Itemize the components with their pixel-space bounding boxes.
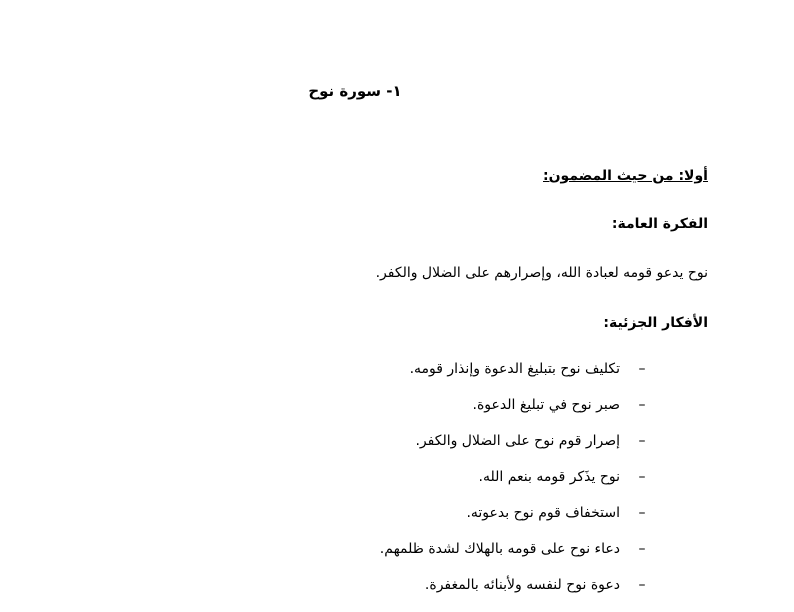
list-item	[288, 468, 708, 504]
dash-bullet: –	[638, 505, 646, 521]
dash-bullet: –	[638, 469, 646, 485]
list-item-text: صبر نوح في تبليغ الدعوة.	[472, 397, 620, 413]
list-item-text: إصرار قوم نوح على الضلال والكفر.	[415, 433, 620, 449]
general-idea-text: نوح يدعو قومه لعبادة الله، وإصرارهم على الضلال والكفر.	[375, 265, 708, 281]
list-item	[288, 360, 708, 396]
dash-bullet: –	[638, 397, 646, 413]
page-title: ١- سورة نوح	[308, 82, 402, 100]
dash-bullet: –	[638, 433, 646, 449]
partial-ideas-heading: الأفكار الجزئية:	[603, 315, 708, 331]
list-item	[288, 576, 708, 612]
list-item-text: تكليف نوح بتبليغ الدعوة وإنذار قومه.	[409, 361, 620, 377]
list-item	[288, 432, 708, 468]
list-item-text: نوح يذَكر قومه بنعم الله.	[478, 469, 620, 485]
section-heading-content: أولا: من حيث المضمون:	[543, 168, 708, 184]
partial-ideas-list	[288, 360, 708, 612]
list-item-text: دعاء نوح على قومه بالهلاك لشدة ظلمهم.	[379, 541, 620, 557]
dash-bullet: –	[638, 541, 646, 557]
dash-bullet: –	[638, 361, 646, 377]
dash-bullet: –	[638, 577, 646, 593]
list-item	[288, 540, 708, 576]
list-item-text: استخفاف قوم نوح بدعوته.	[466, 505, 620, 521]
list-item	[288, 396, 708, 432]
general-idea-heading: الفكرة العامة:	[611, 216, 708, 232]
list-item	[288, 504, 708, 540]
list-item-text: دعوة نوح لنفسه ولأبنائه بالمغفرة.	[424, 577, 620, 593]
